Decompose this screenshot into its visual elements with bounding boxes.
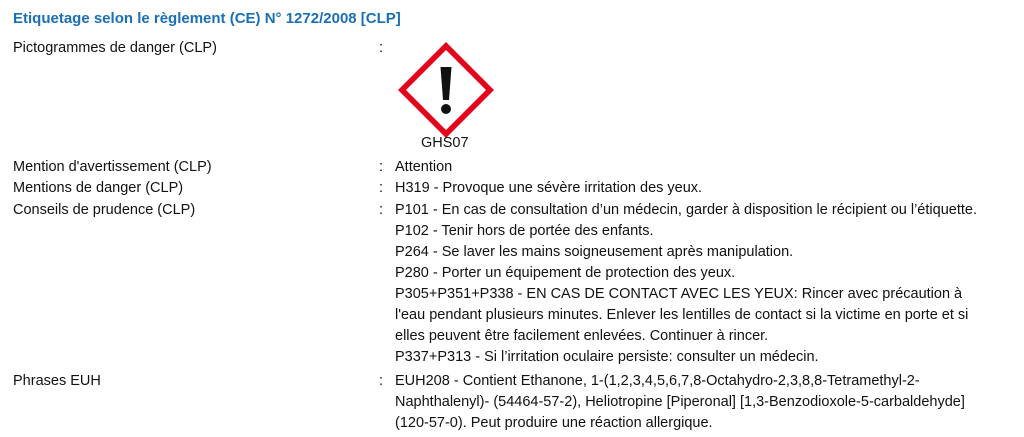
- precautionary-statement-line: P101 - En cas de consultation d’un médecin, garder à disposition le récipient ou l’étiquette.: [395, 202, 977, 218]
- pictograms-label: Pictogrammes de danger (CLP): [13, 40, 217, 56]
- precautionary-statements-label: Conseils de prudence (CLP): [13, 202, 196, 218]
- signal-word-label: Mention d'avertissement (CLP): [13, 159, 212, 175]
- precautionary-statement-line: P337+P313 - Si l’irritation oculaire persiste: consulter un médecin.: [395, 349, 819, 365]
- precautionary-statements-value: [395, 200, 1017, 368]
- precautionary-statement-line: P264 - Se laver les mains soigneusement après manipulation.: [395, 244, 794, 260]
- precautionary-statement-line: elles peuvent être facilement enlevées. Continuer à rincer.: [395, 328, 769, 344]
- hazard-statements-colon: :: [379, 180, 384, 196]
- signal-word-value: Attention: [395, 159, 453, 175]
- euh-phrases-colon: :: [379, 373, 384, 389]
- precautionary-statement-line: P280 - Porter un équipement de protection des yeux.: [395, 265, 736, 281]
- ghs07-pictogram: [395, 39, 497, 141]
- signal-word-colon: :: [379, 159, 384, 175]
- precautionary-statements-colon: :: [379, 202, 384, 218]
- euh-phrase-line: (120-57-0). Peut produire une réaction allergique.: [395, 415, 713, 431]
- exclamation-mark-hazard-icon: [395, 39, 497, 141]
- hazard-statement-line: H319 - Provoque une sévère irritation des yeux.: [395, 180, 703, 196]
- precautionary-statement-line: l'eau pendant plusieurs minutes. Enlever les lentilles de contact si la victime en porte et si: [395, 307, 969, 323]
- pictogram-code: GHS07: [421, 135, 469, 151]
- pictograms-colon: :: [379, 40, 384, 56]
- hazard-statements-value: [395, 178, 1017, 199]
- euh-phrases-label: Phrases EUH: [13, 373, 101, 389]
- euh-phrase-line: Naphthalenyl)- (54464-57-2), Heliotropine [Piperonal] [1,3-Benzodioxole-5-carbaldehyde]: [395, 394, 965, 410]
- euh-phrases-value: [395, 371, 1017, 434]
- euh-phrase-line: EUH208 - Contient Ethanone, 1-(1,2,3,4,5,6,7,8-Octahydro-2,3,8,8-Tetramethyl-2-: [395, 373, 920, 389]
- section-title: Etiquetage selon le règlement (CE) N° 1272/2008 [CLP]: [13, 10, 401, 27]
- precautionary-statement-line: P102 - Tenir hors de portée des enfants.: [395, 223, 654, 239]
- hazard-statements-label: Mentions de danger (CLP): [13, 180, 184, 196]
- precautionary-statement-line: P305+P351+P338 - EN CAS DE CONTACT AVEC LES YEUX: Rincer avec précaution à: [395, 286, 963, 302]
